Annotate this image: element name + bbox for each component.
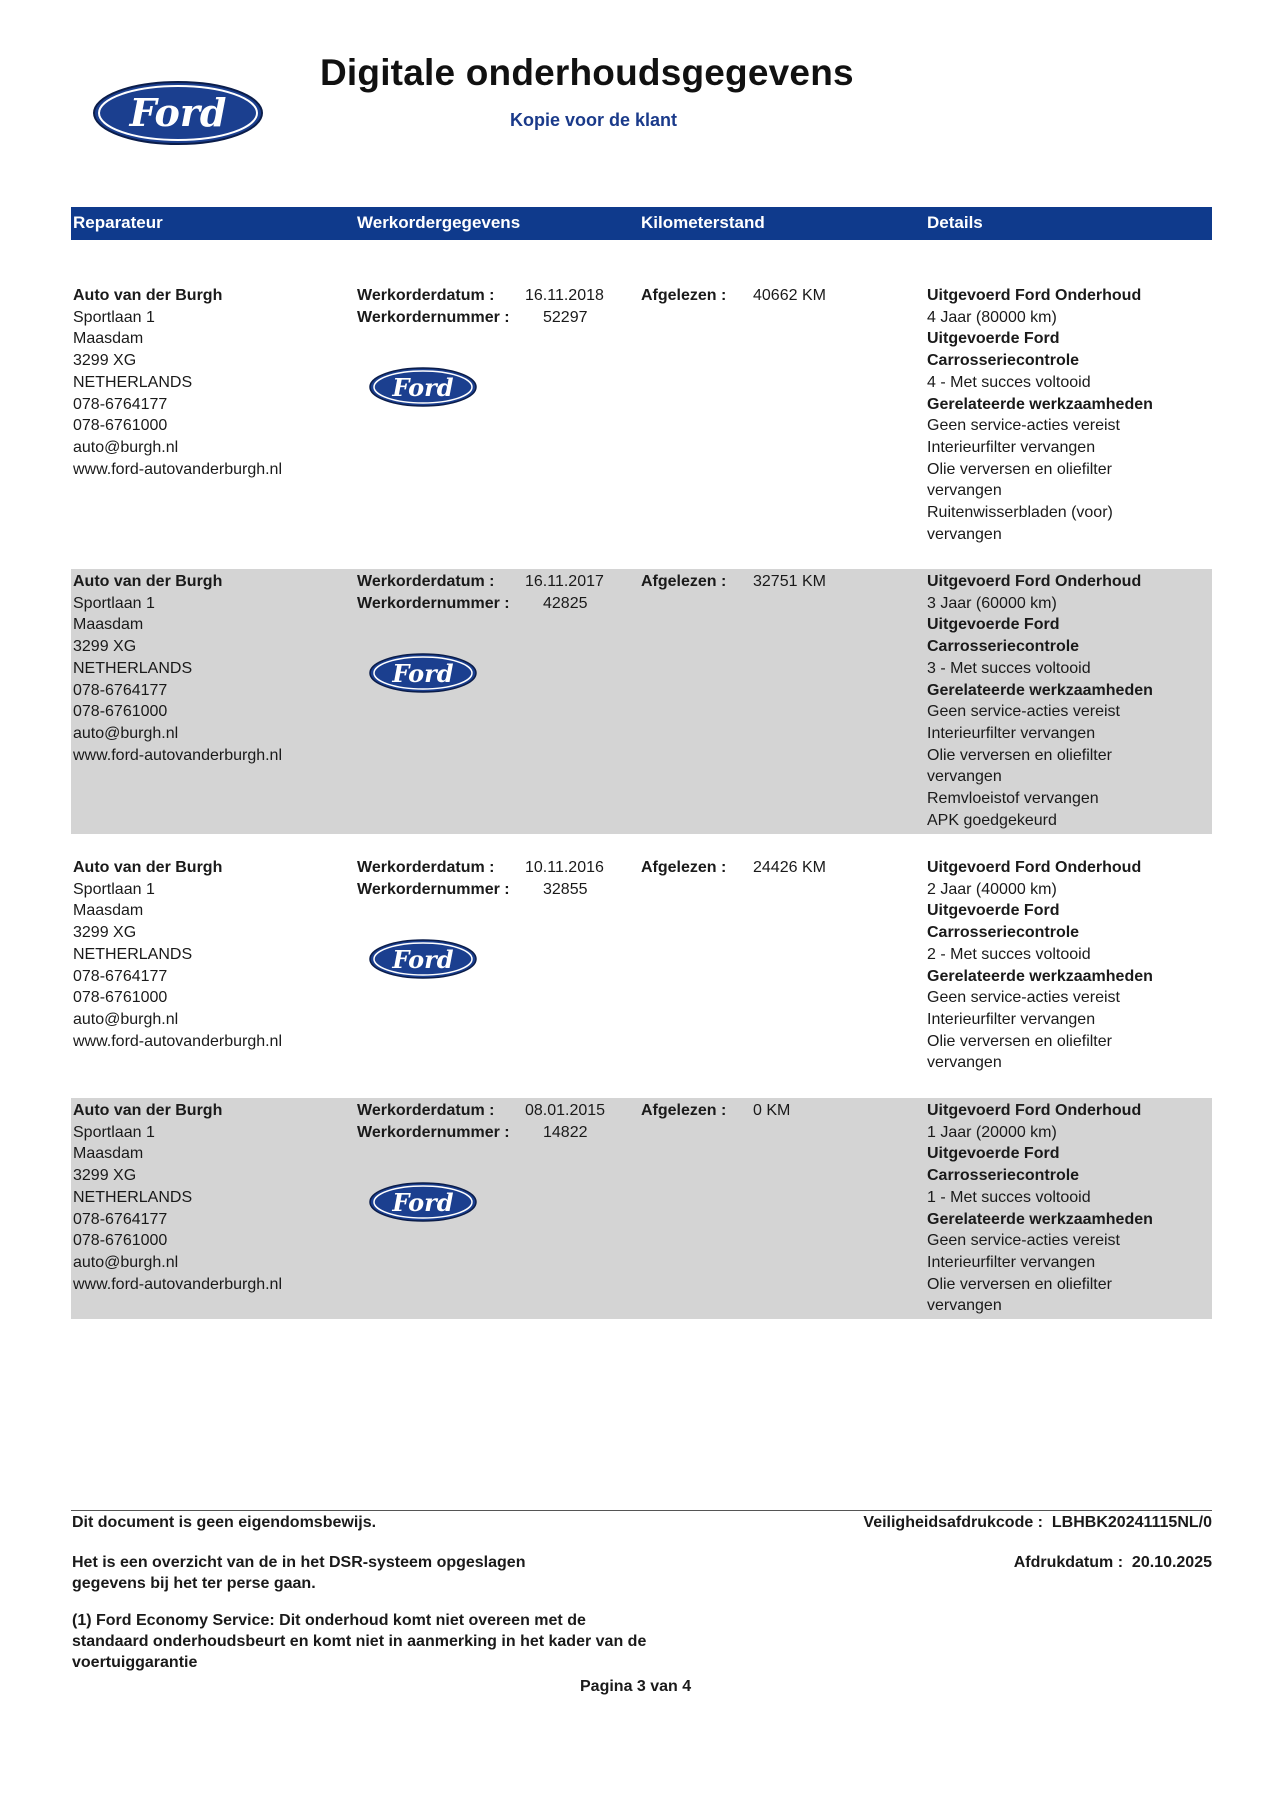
security-code-value: LBHBK20241115NL/0 — [1051, 1514, 1212, 1531]
repairer-line: 078-6764177 — [73, 395, 168, 413]
workorder-number-label: Werkordernummer : — [357, 308, 510, 326]
details-line: Interieurfilter vervangen — [927, 1010, 1096, 1028]
details-heading: Carrosseriecontrole — [927, 352, 1080, 370]
details-line: Interieurfilter vervangen — [927, 438, 1096, 456]
repairer-line: 078-6761000 — [73, 417, 168, 435]
details-line: 1 - Met succes voltooid — [927, 1188, 1091, 1206]
mileage-row — [641, 1100, 911, 1122]
workorder-number: 42825 — [543, 594, 588, 612]
workorder-info — [357, 571, 627, 614]
details-line: 4 Jaar (80000 km) — [927, 308, 1057, 326]
repairer-line: 3299 XG — [73, 352, 137, 370]
mileage-row — [641, 857, 911, 879]
details-line: Geen service-acties vereist — [927, 703, 1120, 721]
workorder-date-label: Werkorderdatum : — [357, 1102, 495, 1119]
service-record — [71, 283, 1212, 566]
details-heading: Uitgevoerd Ford Onderhoud — [927, 573, 1142, 590]
repairer-line[interactable]: auto@burgh.nl — [73, 1010, 179, 1028]
service-details — [927, 285, 1207, 545]
workorder-number: 14822 — [543, 1123, 588, 1141]
details-line: vervangen — [927, 768, 1002, 786]
mileage-value: 0 KM — [753, 1102, 791, 1119]
repairer-line: Maasdam — [73, 330, 144, 348]
details-line: vervangen — [927, 525, 1002, 543]
workorder-number-label: Werkordernummer : — [357, 1123, 510, 1141]
details-heading: Uitgevoerd Ford Onderhoud — [927, 287, 1142, 304]
repairer-line[interactable]: www.ford-autovanderburgh.nl — [73, 460, 283, 478]
details-line: 1 Jaar (20000 km) — [927, 1123, 1057, 1141]
repairer-line: Maasdam — [73, 1145, 144, 1163]
details-line: Olie verversen en oliefilter — [927, 460, 1112, 478]
ford-logo-small-text: Ford — [392, 945, 454, 974]
page-subtitle: Kopie voor de klant — [510, 110, 678, 130]
ford-logo — [92, 80, 264, 146]
page-number: Pagina 3 van 4 — [580, 1678, 692, 1695]
repairer-line: NETHERLANDS — [73, 659, 193, 677]
details-line: Geen service-acties vereist — [927, 1232, 1120, 1250]
workorder-date: 16.11.2017 — [525, 573, 604, 590]
details-heading: Uitgevoerde Ford — [927, 330, 1060, 348]
ford-logo-small — [368, 652, 478, 694]
mileage-label: Afgelezen : — [641, 573, 727, 590]
repairer-line[interactable]: www.ford-autovanderburgh.nl — [73, 746, 283, 764]
workorder-date-row — [357, 571, 627, 593]
details-line: APK goedgekeurd — [927, 811, 1057, 829]
repairer-line[interactable]: www.ford-autovanderburgh.nl — [73, 1032, 283, 1050]
service-details — [927, 857, 1207, 1074]
repairer-name: Auto van der Burgh — [73, 1102, 223, 1119]
service-record — [71, 569, 1212, 834]
repairer-name: Auto van der Burgh — [73, 859, 223, 876]
repairer-name: Auto van der Burgh — [73, 287, 223, 304]
ford-logo-small-text: Ford — [392, 373, 454, 402]
footer-divider — [71, 1510, 1212, 1511]
details-heading: Uitgevoerd Ford Onderhoud — [927, 1102, 1142, 1119]
ford-logo-small — [368, 1181, 478, 1223]
print-date-label: Afdrukdatum : — [1013, 1554, 1124, 1571]
details-line: vervangen — [927, 482, 1002, 500]
mileage-row — [641, 285, 911, 307]
details-heading: Uitgevoerd Ford Onderhoud — [927, 859, 1142, 876]
mileage-row — [641, 571, 911, 593]
workorder-date-row — [357, 285, 627, 307]
repairer-info — [73, 857, 343, 1052]
details-heading: Gerelateerde werkzaamheden — [927, 681, 1153, 699]
column-header-details: Details — [927, 213, 983, 232]
print-date-row — [832, 1552, 1212, 1573]
security-code-label: Veiligheidsafdrukcode : — [863, 1514, 1044, 1531]
workorder-date: 16.11.2018 — [525, 287, 604, 304]
workorder-date-row — [357, 1100, 627, 1122]
details-line: 2 - Met succes voltooid — [927, 945, 1091, 963]
table-header — [71, 207, 1212, 240]
details-heading: Uitgevoerde Ford — [927, 1145, 1060, 1163]
details-heading: Carrosseriecontrole — [927, 1167, 1080, 1185]
repairer-line: 3299 XG — [73, 638, 137, 656]
details-heading: Gerelateerde werkzaamheden — [927, 1210, 1153, 1228]
mileage-label: Afgelezen : — [641, 859, 727, 876]
workorder-date: 08.01.2015 — [525, 1102, 606, 1119]
footer-note-economy: (1) Ford Economy Service: Dit onderhoud komt niet overeen met de standaard onderhoudsbeurt en komt niet in aanmerking in het kader van de voertuiggarantie — [72, 1612, 647, 1671]
details-heading: Gerelateerde werkzaamheden — [927, 967, 1153, 985]
repairer-info — [73, 285, 343, 480]
workorder-number-row — [357, 879, 627, 901]
workorder-number-label: Werkordernummer : — [357, 880, 510, 898]
workorder-info — [357, 857, 627, 900]
repairer-line: 078-6761000 — [73, 703, 168, 721]
details-heading: Uitgevoerde Ford — [927, 902, 1060, 920]
mileage-value: 40662 KM — [753, 287, 826, 304]
repairer-line: 078-6764177 — [73, 681, 168, 699]
service-details — [927, 571, 1207, 831]
details-line: Geen service-acties vereist — [927, 989, 1120, 1007]
details-heading: Carrosseriecontrole — [927, 924, 1080, 942]
repairer-line: 078-6764177 — [73, 1210, 168, 1228]
footer-note-dsr: Het is een overzicht van de in het DSR-systeem opgeslagen gegevens bij het ter perse gaan. — [72, 1554, 526, 1592]
repairer-line: Sportlaan 1 — [73, 308, 155, 326]
details-line: Remvloeistof vervangen — [927, 790, 1099, 808]
footer-note-ownership: Dit document is geen eigendomsbewijs. — [72, 1514, 377, 1531]
details-line: vervangen — [927, 1297, 1002, 1315]
mileage-info — [641, 1100, 911, 1122]
print-date-value: 20.10.2025 — [1131, 1554, 1212, 1571]
repairer-line: Sportlaan 1 — [73, 1123, 155, 1141]
service-record — [71, 855, 1212, 1078]
ford-logo-small — [368, 366, 478, 408]
workorder-number: 32855 — [543, 880, 588, 898]
workorder-number: 52297 — [543, 308, 588, 326]
details-line: Ruitenwisserbladen (voor) — [927, 504, 1113, 522]
workorder-date: 10.11.2016 — [525, 859, 604, 876]
workorder-info — [357, 285, 627, 328]
repairer-line[interactable]: auto@burgh.nl — [73, 724, 179, 742]
mileage-info — [641, 285, 911, 307]
repairer-line: NETHERLANDS — [73, 945, 193, 963]
details-heading: Uitgevoerde Ford — [927, 616, 1060, 634]
repairer-name: Auto van der Burgh — [73, 573, 223, 590]
page-title: Digitale onderhoudsgegevens — [320, 52, 854, 93]
repairer-info — [73, 571, 343, 766]
mileage-info — [641, 571, 911, 593]
repairer-line: 3299 XG — [73, 924, 137, 942]
details-line: Olie verversen en oliefilter — [927, 746, 1112, 764]
repairer-line: Sportlaan 1 — [73, 880, 155, 898]
details-heading: Gerelateerde werkzaamheden — [927, 395, 1153, 413]
repairer-line: 078-6764177 — [73, 967, 168, 985]
workorder-number-row — [357, 1122, 627, 1144]
repairer-line: Maasdam — [73, 902, 144, 920]
repairer-line: Sportlaan 1 — [73, 594, 155, 612]
details-line: Geen service-acties vereist — [927, 417, 1120, 435]
column-header-mileage: Kilometerstand — [641, 213, 765, 232]
repairer-line: 078-6761000 — [73, 1232, 168, 1250]
ford-logo-text: Ford — [129, 90, 227, 135]
mileage-value: 24426 KM — [753, 859, 826, 876]
repairer-info — [73, 1100, 343, 1295]
service-record — [71, 1098, 1212, 1319]
details-line: 3 Jaar (60000 km) — [927, 594, 1057, 612]
repairer-line: NETHERLANDS — [73, 1188, 193, 1206]
workorder-date-label: Werkorderdatum : — [357, 859, 495, 876]
details-heading: Carrosseriecontrole — [927, 638, 1080, 656]
workorder-number-label: Werkordernummer : — [357, 594, 510, 612]
mileage-value: 32751 KM — [753, 573, 826, 590]
workorder-date-label: Werkorderdatum : — [357, 573, 495, 590]
ford-logo-small-text: Ford — [392, 659, 454, 688]
repairer-line: 3299 XG — [73, 1167, 137, 1185]
service-details — [927, 1100, 1207, 1317]
workorder-date-row — [357, 857, 627, 879]
repairer-line[interactable]: www.ford-autovanderburgh.nl — [73, 1275, 283, 1293]
details-line: Olie verversen en oliefilter — [927, 1032, 1112, 1050]
repairer-line[interactable]: auto@burgh.nl — [73, 1253, 179, 1271]
details-line: Olie verversen en oliefilter — [927, 1275, 1112, 1293]
column-header-repairer: Reparateur — [73, 213, 163, 232]
details-line: 4 - Met succes voltooid — [927, 373, 1091, 391]
repairer-line: 078-6761000 — [73, 989, 168, 1007]
repairer-line[interactable]: auto@burgh.nl — [73, 438, 179, 456]
workorder-info — [357, 1100, 627, 1143]
mileage-label: Afgelezen : — [641, 287, 727, 304]
workorder-number-row — [357, 593, 627, 615]
workorder-date-label: Werkorderdatum : — [357, 287, 495, 304]
workorder-number-row — [357, 307, 627, 329]
details-line: Interieurfilter vervangen — [927, 724, 1096, 742]
details-line: vervangen — [927, 1054, 1002, 1072]
column-header-workorder: Werkordergegevens — [357, 213, 521, 232]
ford-logo-small-text: Ford — [392, 1188, 454, 1217]
ford-logo-small — [368, 938, 478, 980]
details-line: 3 - Met succes voltooid — [927, 659, 1091, 677]
details-line: 2 Jaar (40000 km) — [927, 880, 1057, 898]
details-line: Interieurfilter vervangen — [927, 1253, 1096, 1271]
security-code-row — [832, 1512, 1212, 1533]
mileage-label: Afgelezen : — [641, 1102, 727, 1119]
mileage-info — [641, 857, 911, 879]
repairer-line: Maasdam — [73, 616, 144, 634]
repairer-line: NETHERLANDS — [73, 373, 193, 391]
